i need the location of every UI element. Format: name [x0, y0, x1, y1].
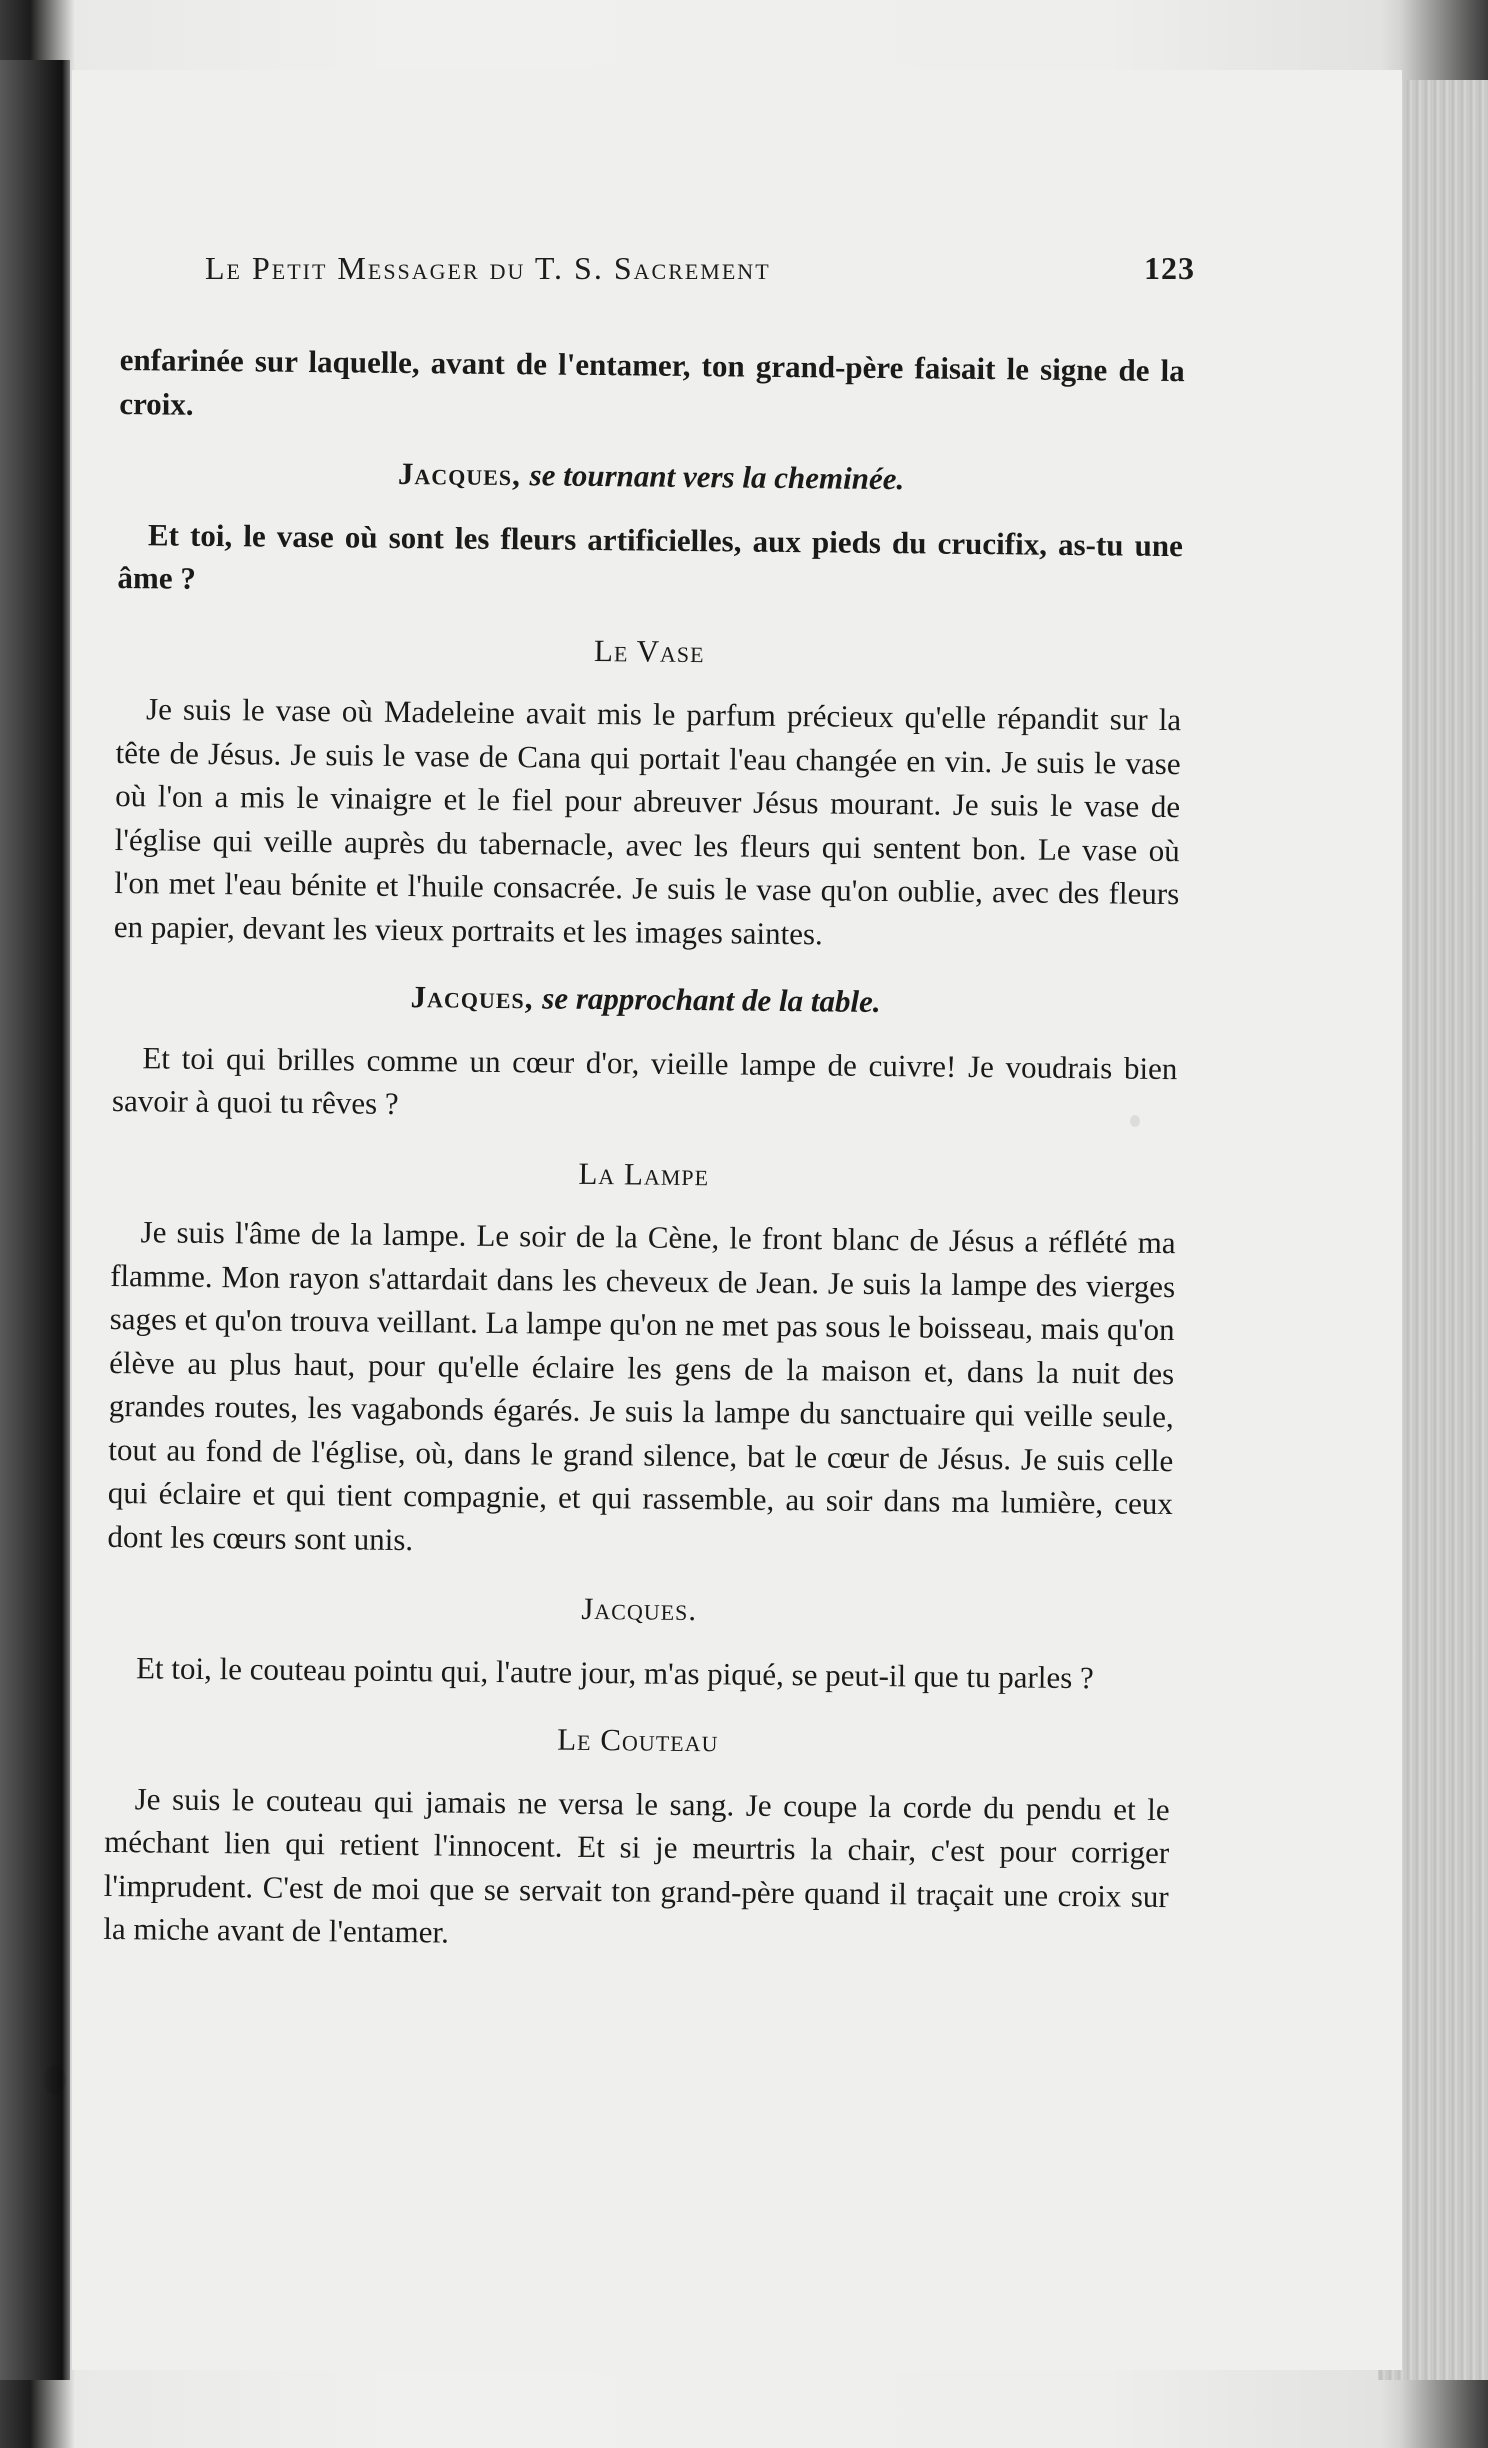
paragraph: Je suis le couteau qui jamais ne versa le sang. Je coupe la corde du pendu et le méchant lien qui retient l'innocent. Et si je meurtris la chair, c'est pour corriger l'imprudent. C'est de moi que se servait ton grand-père quand il traçait une croix sur la miche avant de l'entamer. — [103, 1780, 1170, 1950]
paragraph: Et toi qui brilles comme un cœur d'or, vieille lampe de cuivre! Je voudrais bien savoir à quoi tu rêves ? — [111, 1039, 1178, 1121]
speaker-heading — [113, 972, 1178, 1027]
page-number: 123 — [1144, 250, 1195, 286]
stage-direction: se tournant vers la cheminée. — [529, 457, 905, 497]
speaker-name: La Lampe — [578, 1155, 710, 1192]
running-title: Le Petit Messager du T. S. Sacrement — [205, 250, 771, 286]
paragraph: Je suis l'âme de la lampe. Le soir de la Cène, le front blanc de Jésus a réflété ma flamme. Mon rayon s'attardait dans les cheveux de Jean. Je suis la lampe des vierges sages et qu'on trouva veillant. La lampe qu'on ne met pas sous le boisseau, mais qu'on élève au plus haut, pour qu'elle éclaire les gens de la maison et, dans la nuit des grandes routes, les vagabonds égarés. Je suis la lampe du sanctuaire qui veille seule, tout au fond de l'église, où, dans le grand silence, bat le cœur de Jésus. Je suis celle qui éclaire et qui tient compagnie, et qui rassemble, au soir dans ma lumière, ceux dont les cœurs sont unis. — [107, 1214, 1176, 1557]
speaker-heading — [118, 449, 1183, 504]
speaker-name: Le Couteau — [557, 1721, 719, 1759]
speaker-heading — [107, 1582, 1172, 1637]
body-text — [103, 338, 1185, 1962]
running-header — [205, 250, 1195, 287]
stage-direction: se rapprochant de la table. — [542, 980, 881, 1020]
speaker-heading — [105, 1713, 1170, 1768]
speaker-name: Jacques. — [581, 1590, 698, 1628]
speaker-heading — [117, 623, 1182, 678]
speaker-heading — [111, 1146, 1176, 1201]
speaker-name: Jacques, — [410, 979, 534, 1016]
paragraph: Je suis le vase où Madeleine avait mis le parfum précieux qu'elle répandit sur la tête de Jésus. Je suis le vase de Cana qui portait l'eau changée en vin. Je suis le vase où l'on a mis le vinaigre et le fiel pour abreuver Jésus mourant. Je suis le vase de l'église qui veille auprès du tabernacle, avec les fleurs qui sentent bon. Le vase où l'on met l'eau bénite et l'huile consacrée. Je suis le vase qu'on oublie, avec des fleurs en papier, devant les vieux portraits et les images saintes. — [113, 691, 1182, 951]
book-spine-edge — [0, 60, 70, 2380]
paragraph: Et toi, le vase où sont les fleurs artificielles, aux pieds du crucifix, as-tu une âme ? — [117, 516, 1184, 596]
paragraph: Et toi, le couteau pointu qui, l'autre jour, m'as piqué, se peut-il que tu parles ? — [135, 1649, 1094, 1695]
speaker-name: Jacques, — [397, 455, 522, 493]
scan-smudge — [44, 2065, 66, 2095]
paragraph: enfarinée sur laquelle, avant de l'entamer, ton grand-père faisait le signe de la croix. — [119, 341, 1185, 422]
speaker-name: Le Vase — [593, 632, 705, 669]
scan-smudge — [1130, 1115, 1140, 1127]
